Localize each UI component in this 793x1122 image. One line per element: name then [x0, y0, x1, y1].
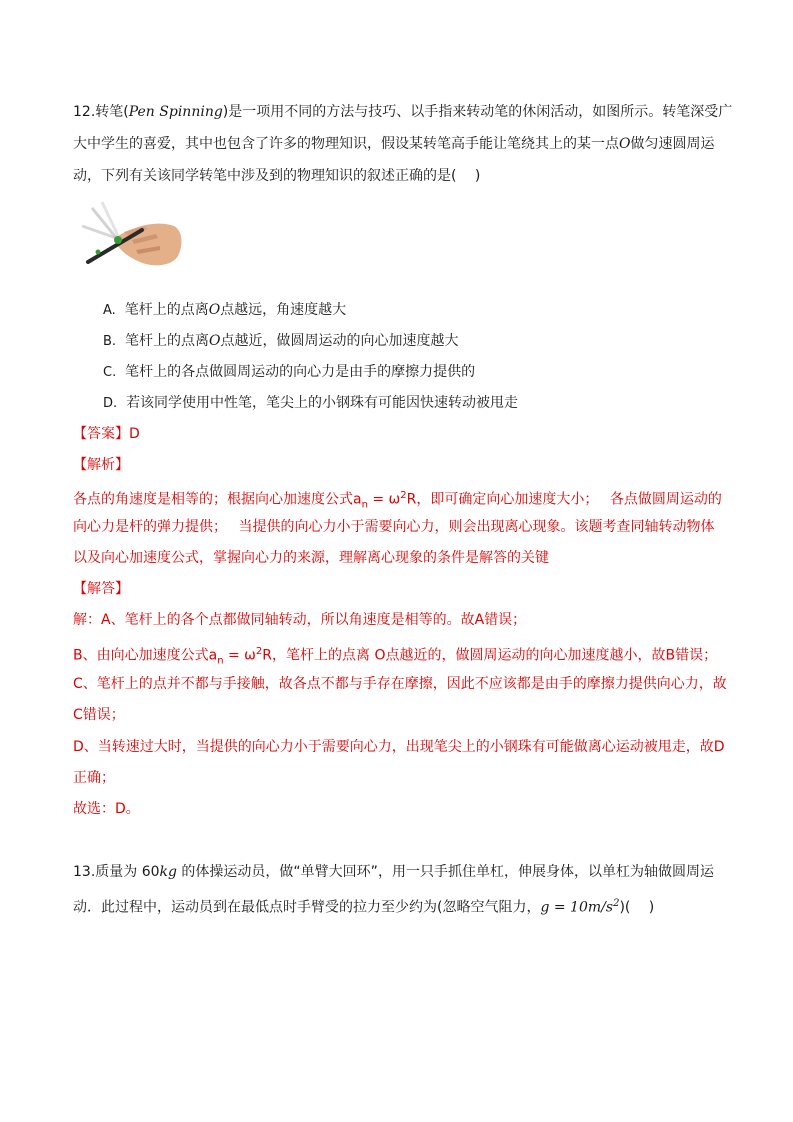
q12-option-a — [103, 300, 346, 321]
option-label: D. — [103, 396, 118, 411]
q12-text: 做匀速圆周运 — [630, 136, 715, 152]
pen-spinning-figure — [74, 196, 186, 274]
solution-superscript: 2 — [255, 646, 263, 657]
solution-line-7: 故选：D。 — [73, 801, 140, 817]
analysis-line-2: 向心力是杆的弹力提供； 当提供的向心力小于需要向心力，则会出现离心现象。该题考查同轴转动物体 — [73, 519, 715, 535]
solution-line-6: 正确； — [73, 770, 115, 786]
option-label: B. — [103, 334, 117, 349]
q12-point-o: O — [619, 136, 631, 152]
q12-option-d — [103, 393, 518, 414]
option-point-o: O — [208, 333, 221, 349]
option-point-o: O — [208, 302, 221, 318]
q12-option-c — [103, 362, 475, 383]
q13-text: )( ) — [619, 899, 655, 916]
q13-line-1 — [73, 862, 714, 882]
analysis-superscript: 2 — [400, 490, 407, 501]
solution-heading: 【解答】 — [73, 581, 129, 597]
answer: 【答案】D — [73, 426, 140, 442]
q12-option-b — [103, 331, 458, 352]
analysis-heading: 【解析】 — [73, 457, 129, 473]
option-label: A. — [103, 303, 116, 318]
option-text: 笔杆上的点离 — [124, 333, 209, 349]
solution-line-5: D、当转速过大时，当提供的向心力小于需要向心力，出现笔尖上的小钢珠有可能做离心运动被甩走，故D — [73, 739, 725, 755]
option-text: 点越远，角速度越大 — [220, 302, 347, 318]
analysis-text: 各点的角速度是相等的；根据向心加速度公式a — [73, 491, 362, 508]
option-text: 点越近，做圆周运动的向心加速度越大 — [220, 333, 459, 349]
solution-text: B、由向心加速度公式a — [73, 647, 218, 664]
option-label: C. — [103, 365, 117, 380]
q12-line-2 — [73, 134, 714, 154]
q12-pen-spinning: Pen Spinning — [128, 104, 223, 120]
analysis-text: R，即可确定向心加速度大小； 各点做圆周运动的 — [406, 491, 722, 508]
analysis-line-3: 以及向心加速度公式，掌握向心力的来源，理解离心现象的条件是解答的关键 — [73, 550, 549, 566]
q13-gravity-exponent: 2 — [613, 898, 620, 909]
solution-text: R，笔杆上的点离 O点越近的，做圆周运动的向心加速度越小，故B错误； — [262, 647, 718, 664]
q13-unit-kg: kg — [159, 864, 177, 880]
q13-gravity: g = 10m/s — [540, 899, 614, 916]
solution-line-1: 解：A、笔杆上的各个点都做同轴转动，所以角速度是相等的。故A错误； — [73, 612, 527, 628]
option-text: 笔杆上的点离 — [124, 302, 209, 318]
solution-subscript: n — [217, 655, 224, 667]
solution-line-2 — [73, 642, 717, 671]
q12-line-3: 动，下列有关该同学转笔中涉及到的物理知识的叙述正确的是( ) — [73, 168, 481, 184]
option-text: 若该同学使用中性笔，笔尖上的小钢珠有可能因快速转动被甩走 — [126, 395, 519, 411]
q13-line-2 — [73, 894, 654, 918]
option-text: 笔杆上的各点做圆周运动的向心力是由手的摩擦力提供的 — [125, 364, 476, 380]
q13-text: 13.质量为 60 — [73, 864, 160, 880]
analysis-line-1 — [73, 486, 722, 515]
q13-text: 的体操运动员，做“单臂大回环”，用一只手抓住单杠，伸展身体，以单杠为轴做圆周运 — [176, 864, 714, 880]
solution-line-4: C错误； — [73, 707, 125, 723]
q12-text: 大中学生的喜爱，其中也包含了许多的物理知识，假设某转笔高手能让笔绕其上的某一点 — [73, 136, 619, 152]
q12-line-1 — [73, 102, 732, 122]
analysis-subscript: n — [361, 499, 368, 511]
q13-text: 动．此过程中，运动员到在最低点时手臂受的拉力至少约为(忽略空气阻力， — [73, 899, 541, 916]
solution-text: = ω — [223, 647, 256, 664]
solution-line-3: C、笔杆上的点并不都与手接触，故各点不都与手存在摩擦，因此不应该都是由手的摩擦力提供向心力，故 — [73, 676, 727, 692]
q12-text: )是一项用不同的方法与技巧、以手指来转动笔的休闲活动，如图所示。转笔深受广 — [222, 104, 733, 120]
analysis-text: = ω — [367, 491, 401, 508]
q12-text: 12.转笔( — [73, 104, 129, 120]
